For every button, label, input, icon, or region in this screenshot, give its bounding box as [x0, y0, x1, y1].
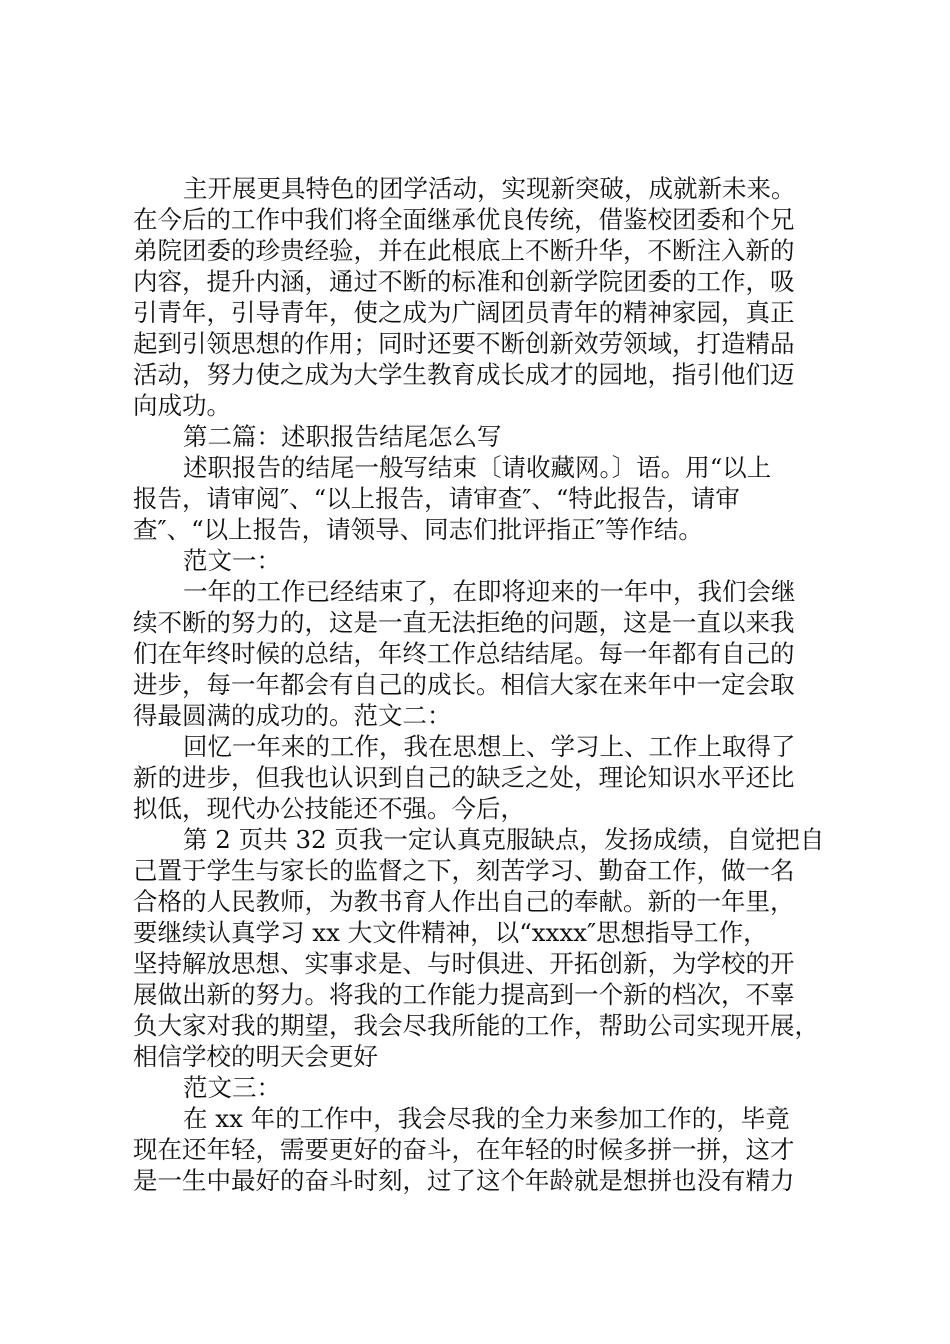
- paragraph-line: 们在年终时候的总结，年终工作总结结尾。每一年都有自己的: [133, 639, 795, 668]
- paragraph-line: 新的进步，但我也认识到自己的缺乏之处，理论知识水平还比: [133, 763, 795, 792]
- example-heading: 范文一：: [183, 546, 281, 575]
- paragraph-line: 一年的工作已经结束了，在即将迎来的一年中，我们会继: [183, 577, 796, 606]
- paragraph-line: 报告，请审阅″、“以上报告，请审查″、“特此报告，请审: [133, 484, 740, 513]
- paragraph-line: 拟低，现代办公技能还不强。今后，: [133, 794, 525, 823]
- example-heading: 范文三：: [183, 1073, 281, 1102]
- paragraph-line: 负大家对我的期望，我会尽我所能的工作，帮助公司实现开展，: [133, 1011, 819, 1040]
- paragraph-line: 是一生中最好的奋斗时刻，过了这个年龄就是想拼也没有精力: [133, 1166, 795, 1195]
- paragraph-line: 活动，努力使之成为大学生教育成长成才的园地，指引他们迈: [133, 360, 795, 389]
- paragraph-line: 在今后的工作中我们将全面继承优良传统，借鉴校团委和个兄: [133, 205, 795, 234]
- paragraph-line: 向成功。: [133, 391, 231, 420]
- paragraph-line: 回忆一年来的工作，我在思想上、学习上、工作上取得了: [183, 732, 796, 761]
- paragraph-line: 续不断的努力的，这是一直无法拒绝的问题，这是一直以来我: [133, 608, 795, 637]
- paragraph-line: 展做出新的努力。将我的工作能力提高到一个新的档次，不辜: [133, 980, 795, 1009]
- paragraph-line: 相信学校的明天会更好: [133, 1042, 378, 1071]
- paragraph-line: 弟院团委的珍贵经验，并在此根底上不断升华，不断注入新的: [133, 236, 795, 265]
- paragraph-line: 起到引领思想的作用；同时还要不断创新效劳领域，打造精品: [133, 329, 795, 358]
- paragraph-line: 主开展更具特色的团学活动，实现新突破，成就新未来。: [183, 174, 796, 203]
- paragraph-line: 第 2 页共 32 页我一定认真克服缺点，发扬成绩，自觉把自: [183, 825, 825, 854]
- paragraph-line: 得最圆满的成功的。范文二：: [133, 701, 452, 730]
- paragraph-line: 要继续认真学习 xx 大文件精神，以“xxxx″思想指导工作，: [133, 918, 768, 947]
- paragraph-line: 现在还年轻，需要更好的奋斗，在年轻的时候多拼一拼，这才: [133, 1135, 795, 1164]
- paragraph-line: 内容，提升内涵，通过不断的标准和创新学院团委的工作，吸: [133, 267, 795, 296]
- paragraph-line: 己置于学生与家长的监督之下，刻苦学习、勤奋工作，做一名: [133, 856, 795, 885]
- section-heading: 第二篇：述职报告结尾怎么写: [183, 422, 502, 451]
- paragraph-line: 进步，每一年都会有自己的成长。相信大家在来年中一定会取: [133, 670, 795, 699]
- paragraph-line: 合格的人民教师，为教书育人作出自己的奉献。新的一年里，: [133, 887, 795, 916]
- paragraph-line: 引青年，引导青年，使之成为广阔团员青年的精神家园，真正: [133, 298, 795, 327]
- paragraph-line: 查″、“以上报告，请领导、同志们批评指正″等作结。: [133, 515, 703, 544]
- paragraph-line: 坚持解放思想、实事求是、与时俱进、开拓创新，为学校的开: [133, 949, 795, 978]
- paragraph-line: 述职报告的结尾一般写结束〔请收藏网。〕语。用“以上: [183, 453, 772, 482]
- paragraph-line: 在 xx 年的工作中，我会尽我的全力来参加工作的，毕竟: [183, 1104, 790, 1133]
